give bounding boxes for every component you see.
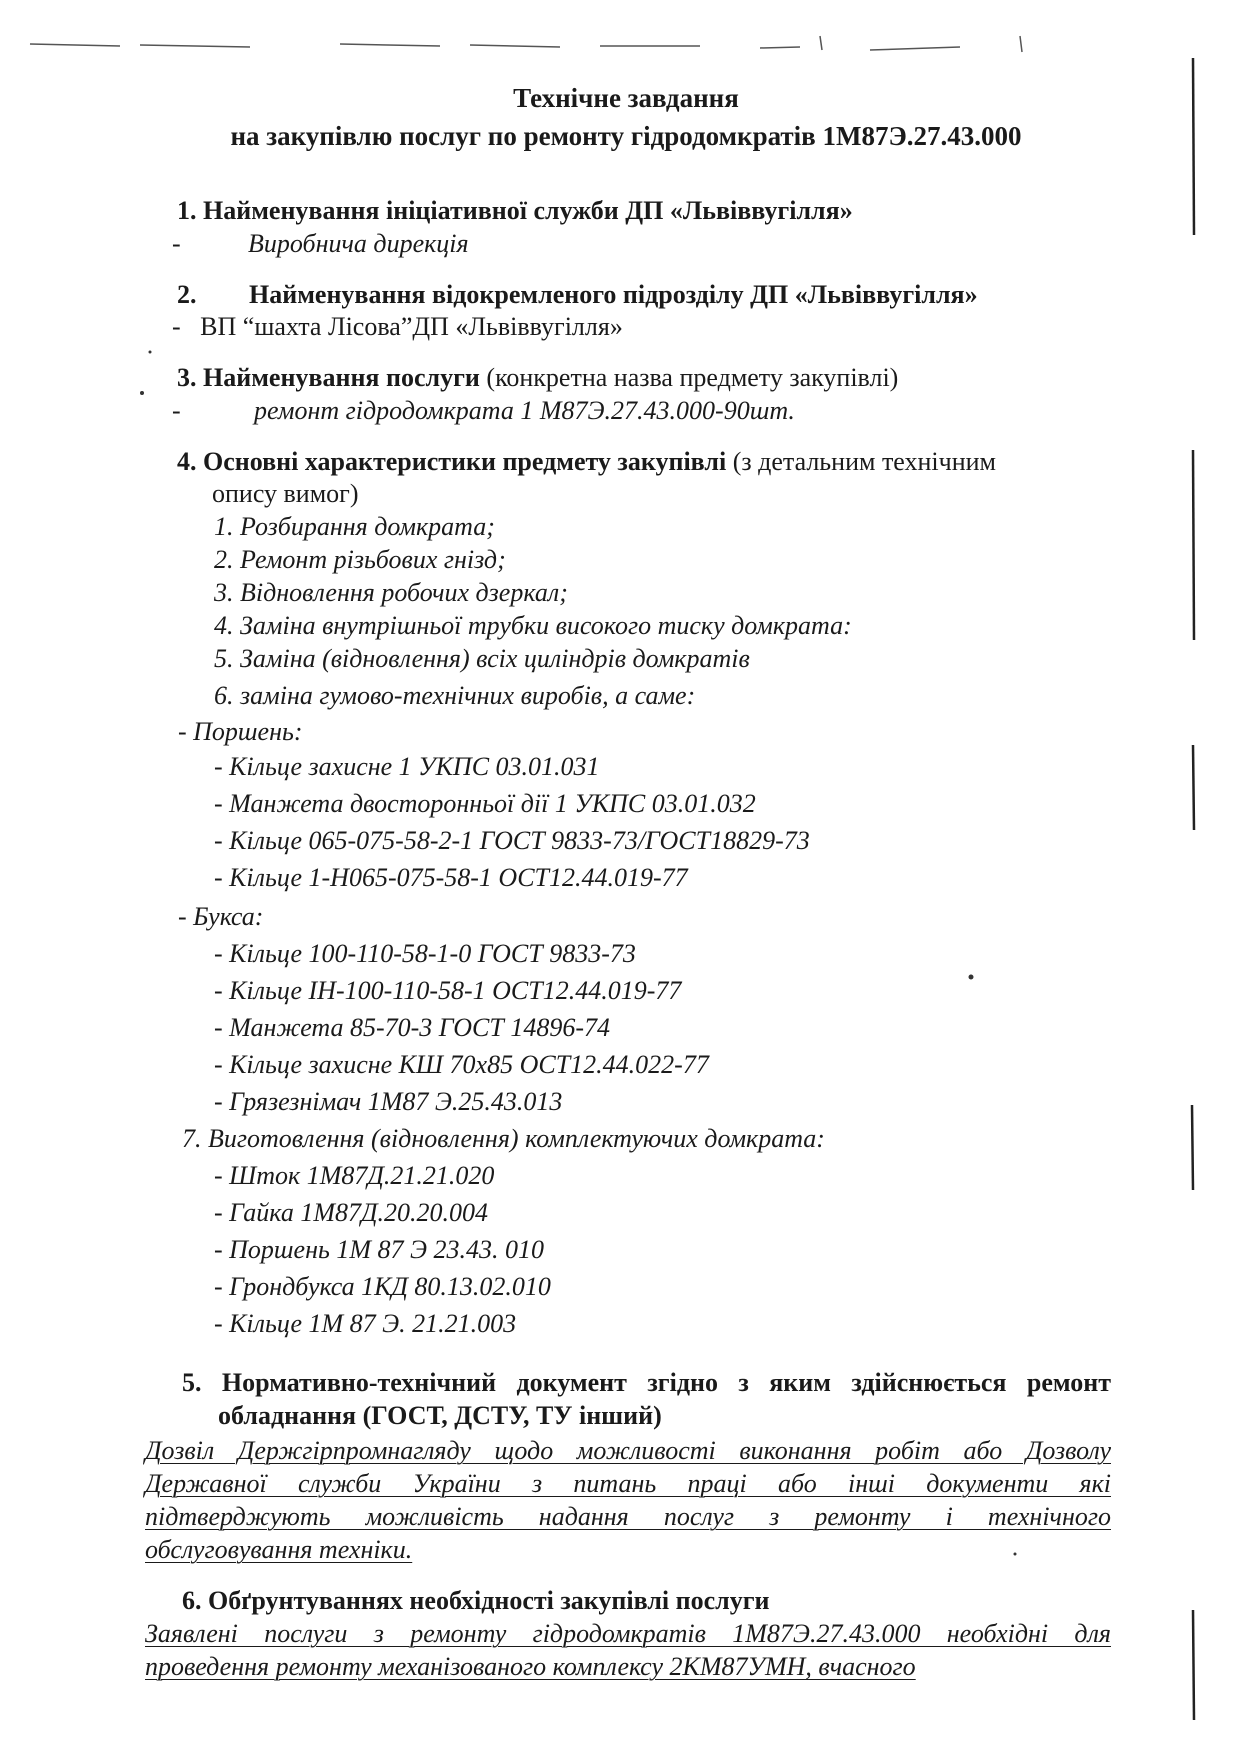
section-5-text-line: підтверджують можливість надання послуг з ремонту і технічного	[145, 1502, 1111, 1531]
section-6-text-line: проведення ремонту механізованого комплексу 2КМ87УМН, вчасного	[145, 1652, 916, 1681]
scan-dot	[969, 975, 974, 980]
list-item: - Шток 1М87Д.21.21.020	[214, 1161, 495, 1190]
scan-dot	[140, 391, 144, 395]
scan-mark	[760, 47, 800, 48]
list-item: 2. Ремонт різьбових гнізд;	[214, 545, 506, 574]
section-5-text-line: Дозвіл Держгірпромнагляду щодо можливості виконання робіт або Дозволу	[145, 1436, 1111, 1465]
document-subtitle: на закупівлю послуг по ремонту гідродомкратів 1М87Э.27.43.000	[230, 121, 1022, 151]
scan-mark	[870, 47, 960, 50]
document-title: Технічне завдання	[513, 83, 739, 113]
section-3-heading: 3. Найменування послуги	[177, 363, 480, 392]
scan-mark	[1020, 36, 1022, 52]
section-4-heading: 4. Основні характеристики предмету закупівлі	[177, 447, 727, 476]
section-6-heading: 6. Обґрунтуваннях необхідності закупівлі послуги	[182, 1586, 770, 1615]
scan-mark	[470, 45, 560, 47]
list-item: 4. Заміна внутрішньої трубки високого тиску домкрата:	[214, 611, 852, 640]
list-item: 1. Розбирання домкрата;	[214, 512, 495, 541]
bushing-label: - Букса:	[178, 902, 264, 931]
list-item: - Кільце захисне 1 УКПС 03.01.031	[214, 752, 600, 781]
scan-mark	[1193, 450, 1194, 640]
section-5-text-line: обслуговування техніки.	[145, 1535, 413, 1564]
list-item: - Манжета двосторонньої дії 1 УКПС 03.01.032	[214, 789, 756, 818]
scan-mark	[1192, 1105, 1193, 1190]
section-5-heading: 5. Нормативно-технічний документ згідно з яким здійснюється ремонт	[182, 1368, 1111, 1397]
list-item: - Кільце захисне КШ 70х85 ОСТ12.44.022-77	[214, 1050, 709, 1079]
list-item: - Поршень 1М 87 Э 23.43. 010	[214, 1235, 545, 1264]
scan-dot	[1014, 1553, 1017, 1556]
scan-mark	[140, 45, 250, 47]
list-item: - Грондбукса 1КД 80.13.02.010	[214, 1272, 551, 1301]
scan-mark	[820, 36, 822, 50]
section-1-heading: 1. Найменування ініціативної служби ДП «Львіввугілля»	[177, 196, 853, 225]
list-item: - Кільце 065-075-58-2-1 ГОСТ 9833-73/ГОСТ18829-73	[214, 826, 810, 855]
section-1-dash: -	[172, 229, 181, 258]
item-7: 7. Виготовлення (відновлення) комплектуючих домкрата:	[182, 1124, 825, 1153]
list-item: - Грязезнімач 1М87 Э.25.43.013	[214, 1087, 563, 1116]
scan-mark	[30, 44, 120, 46]
scan-dot	[149, 351, 152, 354]
list-item: - Кільце 100-110-58-1-0 ГОСТ 9833-73	[214, 939, 636, 968]
section-4-note: (з детальним технічним	[726, 447, 997, 476]
section-5-text-line: Державної служби України з питань праці або інші документи які	[145, 1469, 1111, 1498]
list-item: - Кільце ІН-100-110-58-1 ОСТ12.44.019-77	[214, 976, 682, 1005]
section-3-heading-line	[177, 362, 898, 394]
scan-mark	[1193, 1610, 1194, 1720]
list-item: - Кільце 1-Н065-075-58-1 ОСТ12.44.019-77	[214, 863, 688, 892]
section-3-dash: -	[172, 396, 181, 425]
list-item: 5. Заміна (відновлення) всіх циліндрів домкратів	[214, 644, 750, 673]
list-item: 6. заміна гумово-технічних виробів, а саме:	[214, 681, 696, 710]
section-2-heading: Найменування відокремленого підрозділу ДП «Львіввугілля»	[249, 280, 978, 309]
list-item: - Гайка 1М87Д.20.20.004	[214, 1198, 489, 1227]
section-6-text-line: Заявлені послуги з ремонту гідродомкратів 1М87Э.27.43.000 необхідні для	[145, 1619, 1111, 1648]
section-5-heading-cont: обладнання (ГОСТ, ДСТУ, ТУ інший)	[218, 1401, 662, 1430]
piston-label: - Поршень:	[178, 717, 303, 746]
section-1-value: Виробнича дирекція	[248, 229, 469, 258]
scan-mark	[1193, 745, 1194, 830]
list-item: 3. Відновлення робочих дзеркал;	[214, 578, 568, 607]
section-4-note-cont: опису вимог)	[212, 479, 359, 508]
section-3-value: ремонт гідродомкрата 1 М87Э.27.43.000-90шт.	[254, 396, 795, 425]
section-2-value: - ВП “шахта Лісова”ДП «Львіввугілля»	[172, 312, 623, 341]
list-item: - Кільце 1М 87 Э. 21.21.003	[214, 1309, 517, 1338]
section-3-note: (конкретна назва предмету закупівлі)	[479, 363, 899, 392]
section-2-number: 2.	[177, 280, 197, 309]
list-item: - Манжета 85-70-3 ГОСТ 14896-74	[214, 1013, 610, 1042]
section-4-heading-line	[177, 446, 996, 478]
scan-mark	[340, 44, 440, 46]
